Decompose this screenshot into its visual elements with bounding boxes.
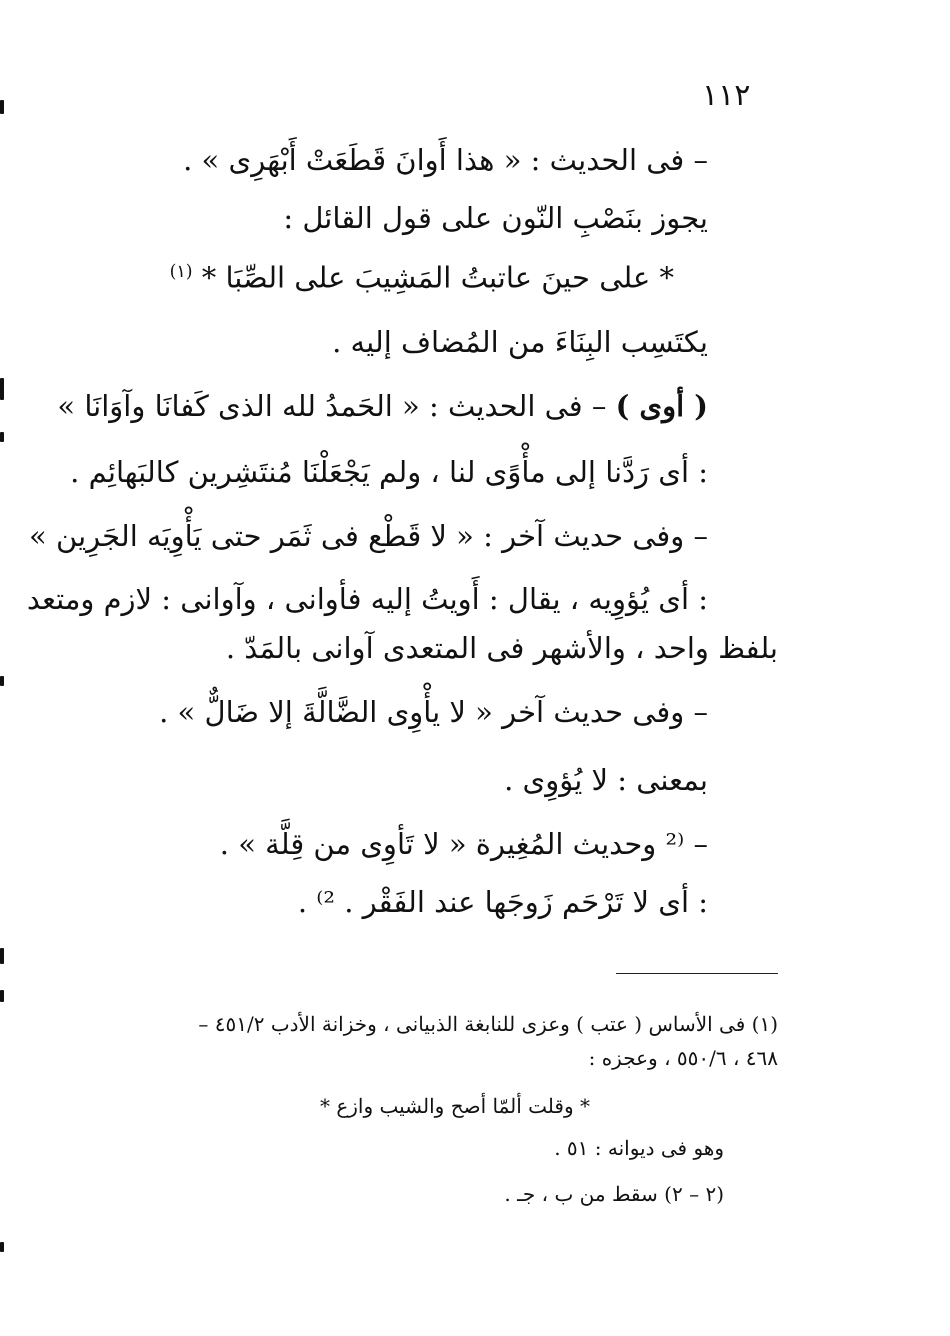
text-line (57, 386, 708, 426)
footnote-line (320, 1092, 590, 1120)
line-text: – وفى حديث آخر « لا يأْوِى الضَّالَّةَ إلا ضَالٌّ » . (159, 695, 708, 729)
text-line (220, 824, 708, 864)
line-text: يكتَسِب البِنَاءَ من المُضاف إليه . (332, 325, 708, 359)
text-line (298, 882, 708, 922)
entry-heading: ( أوى ) (615, 389, 708, 423)
text-line (504, 760, 708, 800)
scan-edge-mark (0, 378, 4, 400)
line-text: : أى رَدَّنا إلى مأْوًى لنا ، ولم يَجْعَلْنَا مُنتَشِرين كالبَهائِم . (70, 455, 708, 489)
line-text: : أى لا تَرْحَم زَوجَها عند الفَقْر . ²⁾ . (297, 885, 708, 919)
line-text: بلفظ واحد ، والأشهر فى المتعدى آوانى بالمَدّ . (225, 631, 778, 665)
text-line (70, 452, 708, 492)
line-text: بمعنى : لا يُؤوِى . (504, 763, 708, 797)
text-line (332, 322, 708, 362)
text-line (27, 579, 708, 619)
footnote-text: (١) فى الأساس ( عتب ) وعزى للنابغة الذبيانى ، وخزانة الأدب ٤٥١/٢ – (198, 1012, 778, 1036)
text-line (159, 692, 708, 732)
line-text: – وفى حديث آخر : « لا قَطْع فى ثَمَر حتى يَأْوِيَه الجَرِين » (29, 519, 708, 553)
line-text: يجوز بنَصْبِ النّون على قول القائل : (283, 201, 708, 235)
footnote-line (554, 1134, 724, 1162)
footnote-line (504, 1180, 724, 1208)
footnote-separator (616, 973, 778, 974)
text-line (170, 252, 674, 298)
scan-edge-mark (0, 990, 4, 1002)
line-text: – فى الحديث : « هذا أَوانَ قَطَعَتْ أَبْهَرِى » . (183, 143, 708, 177)
footnote-line (198, 1010, 778, 1038)
text-line (283, 198, 708, 238)
line-text: * على حينَ عاتبتُ المَشِيبَ على الصِّبَا * (201, 260, 674, 295)
text-line (226, 628, 778, 668)
line-text: – فى الحديث : « الحَمدُ لله الذى كَفانَا وآوَانَا » (57, 389, 616, 423)
text-line (29, 516, 708, 556)
footnote-text: ٤٦٨ ، ٥٥٠/٦ ، وعجزه : (588, 1046, 778, 1070)
line-text: – ⁽² وحديث المُغِيرة « لا تَأوِى من قِلَّة » . (219, 827, 708, 861)
line-text: : أى يُؤوِيه ، يقال : أَويتُ إليه فأوانى ، وآوانى : لازم ومتعد (26, 582, 708, 616)
footnote-marker: (١) (169, 262, 193, 282)
footnote-line (589, 1044, 778, 1072)
footnote-text: * وقلت ألمّا أصح والشيب وازع * (319, 1094, 590, 1118)
scan-edge-mark (0, 432, 4, 442)
scan-edge-mark (0, 676, 4, 686)
text-line (183, 140, 708, 180)
footnote-text: وهو فى ديوانه : ٥١ . (554, 1136, 724, 1160)
page-number: ١١٢ (702, 78, 751, 113)
footnote-text: (٢ – ٢) سقط من ب ، جـ . (504, 1182, 724, 1206)
scan-edge-mark (0, 1242, 4, 1252)
scan-edge-mark (0, 100, 4, 114)
scan-edge-mark (0, 948, 4, 964)
